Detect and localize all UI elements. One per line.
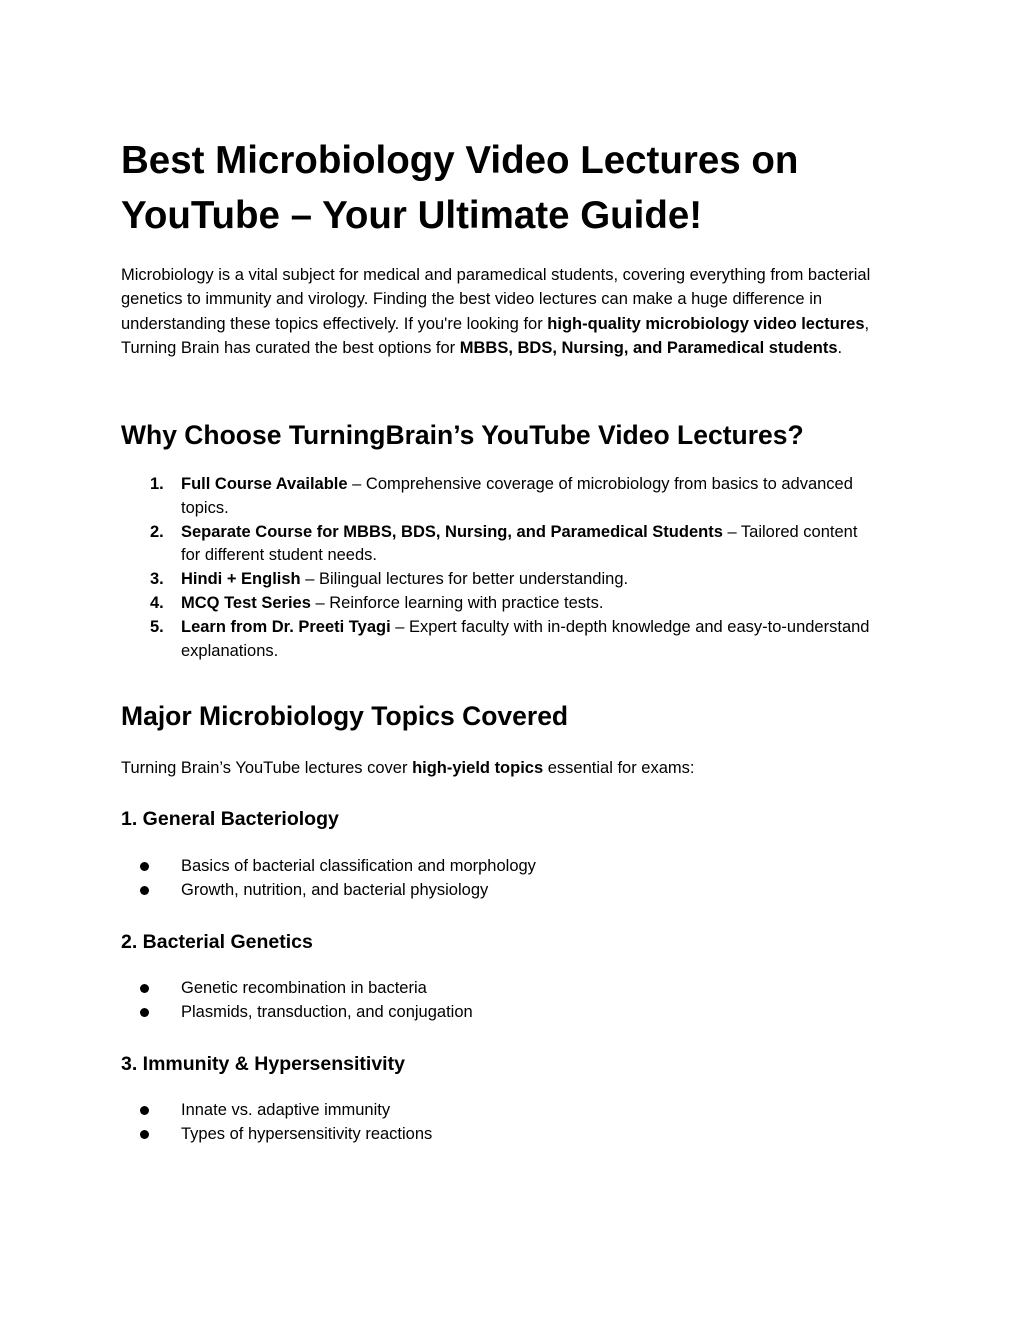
why-list-item: [121, 616, 881, 664]
list-item-text: Plasmids, transduction, and conjugation: [181, 1003, 473, 1021]
topics-intro-bold: high-yield topics: [412, 759, 544, 777]
bullet-icon: [140, 984, 149, 993]
why-list-item: [121, 521, 881, 569]
list-number: 3.: [150, 570, 164, 589]
why-heading: Why Choose TurningBrain’s YouTube Video Lectures?: [121, 420, 804, 450]
why-list-item: [121, 568, 881, 592]
bullet-icon: [140, 886, 149, 895]
list-number: 4.: [150, 593, 164, 612]
list-item-title: Learn from Dr. Preeti Tyagi: [181, 617, 391, 636]
page-title: Best Microbiology Video Lectures on YouTube – Your Ultimate Guide!: [121, 139, 799, 237]
list-item-title: MCQ Test Series: [181, 593, 311, 612]
list-item: [121, 878, 881, 902]
list-item-text: – Comprehensive coverage of microbiology from basics to advanced topics.: [181, 475, 853, 517]
bacterial-genetics-list: [121, 976, 881, 1024]
list-item-text: – Bilingual lectures for better understanding.: [300, 570, 629, 589]
why-list-item: [121, 473, 881, 521]
bullet-icon: [140, 1008, 149, 1017]
intro-text: .: [837, 338, 843, 357]
list-item-text: Growth, nutrition, and bacterial physiology: [181, 881, 489, 899]
list-item-text: – Expert faculty with in-depth knowledge and easy-to-understand explanations.: [181, 617, 870, 660]
why-list: [121, 473, 881, 663]
topics-heading: Major Microbiology Topics Covered: [121, 701, 569, 731]
section-heading-general-bacteriology: 1. General Bacteriology: [121, 808, 339, 830]
list-item-text: Genetic recombination in bacteria: [181, 979, 427, 997]
topics-intro-text: essential for exams:: [543, 759, 695, 777]
intro-text: Microbiology is a vital subject for medical and paramedical students, covering everything from bacterial genetics to immunity and virology. Finding the best video lectures can make a huge difference in understanding these topics effectively. If you're looking for: [121, 266, 871, 333]
list-item-text: – Tailored content for different student needs.: [181, 522, 858, 565]
list-item-text: Basics of bacterial classification and morphology: [181, 857, 536, 875]
topics-intro-text: Turning Brain’s YouTube lectures cover: [121, 759, 413, 777]
why-list-item: [121, 592, 881, 616]
list-item-text: – Reinforce learning with practice tests.: [310, 593, 604, 612]
list-item: [121, 854, 881, 878]
list-number: 5.: [150, 617, 164, 636]
intro-paragraph: [121, 263, 911, 360]
list-number: 1.: [150, 475, 164, 493]
list-item: [121, 1098, 881, 1122]
list-item-text: Innate vs. adaptive immunity: [181, 1101, 391, 1119]
bullet-icon: [140, 1106, 149, 1115]
section-heading-bacterial-genetics: 2. Bacterial Genetics: [121, 931, 313, 953]
intro-bold-text: MBBS, BDS, Nursing, and Paramedical students: [459, 338, 838, 357]
list-number: 2.: [150, 522, 164, 541]
list-item: [121, 976, 881, 1000]
topics-intro: [121, 756, 694, 780]
list-item-title: Full Course Available: [181, 475, 348, 493]
list-item-title: Separate Course for MBBS, BDS, Nursing, and Paramedical Students: [181, 522, 723, 541]
immunity-list: [121, 1098, 881, 1146]
list-item-title: Hindi + English: [181, 570, 301, 589]
bullet-icon: [140, 862, 149, 871]
list-item-text: Types of hypersensitivity reactions: [181, 1125, 433, 1143]
list-item: [121, 1122, 881, 1146]
general-bacteriology-list: [121, 854, 881, 902]
section-heading-immunity: 3. Immunity & Hypersensitivity: [121, 1053, 405, 1075]
list-item: [121, 1000, 881, 1024]
bullet-icon: [140, 1130, 149, 1139]
intro-bold-text: high-quality microbiology video lectures: [547, 314, 865, 333]
intro-text: , Turning Brain has curated the best options for: [121, 314, 870, 357]
